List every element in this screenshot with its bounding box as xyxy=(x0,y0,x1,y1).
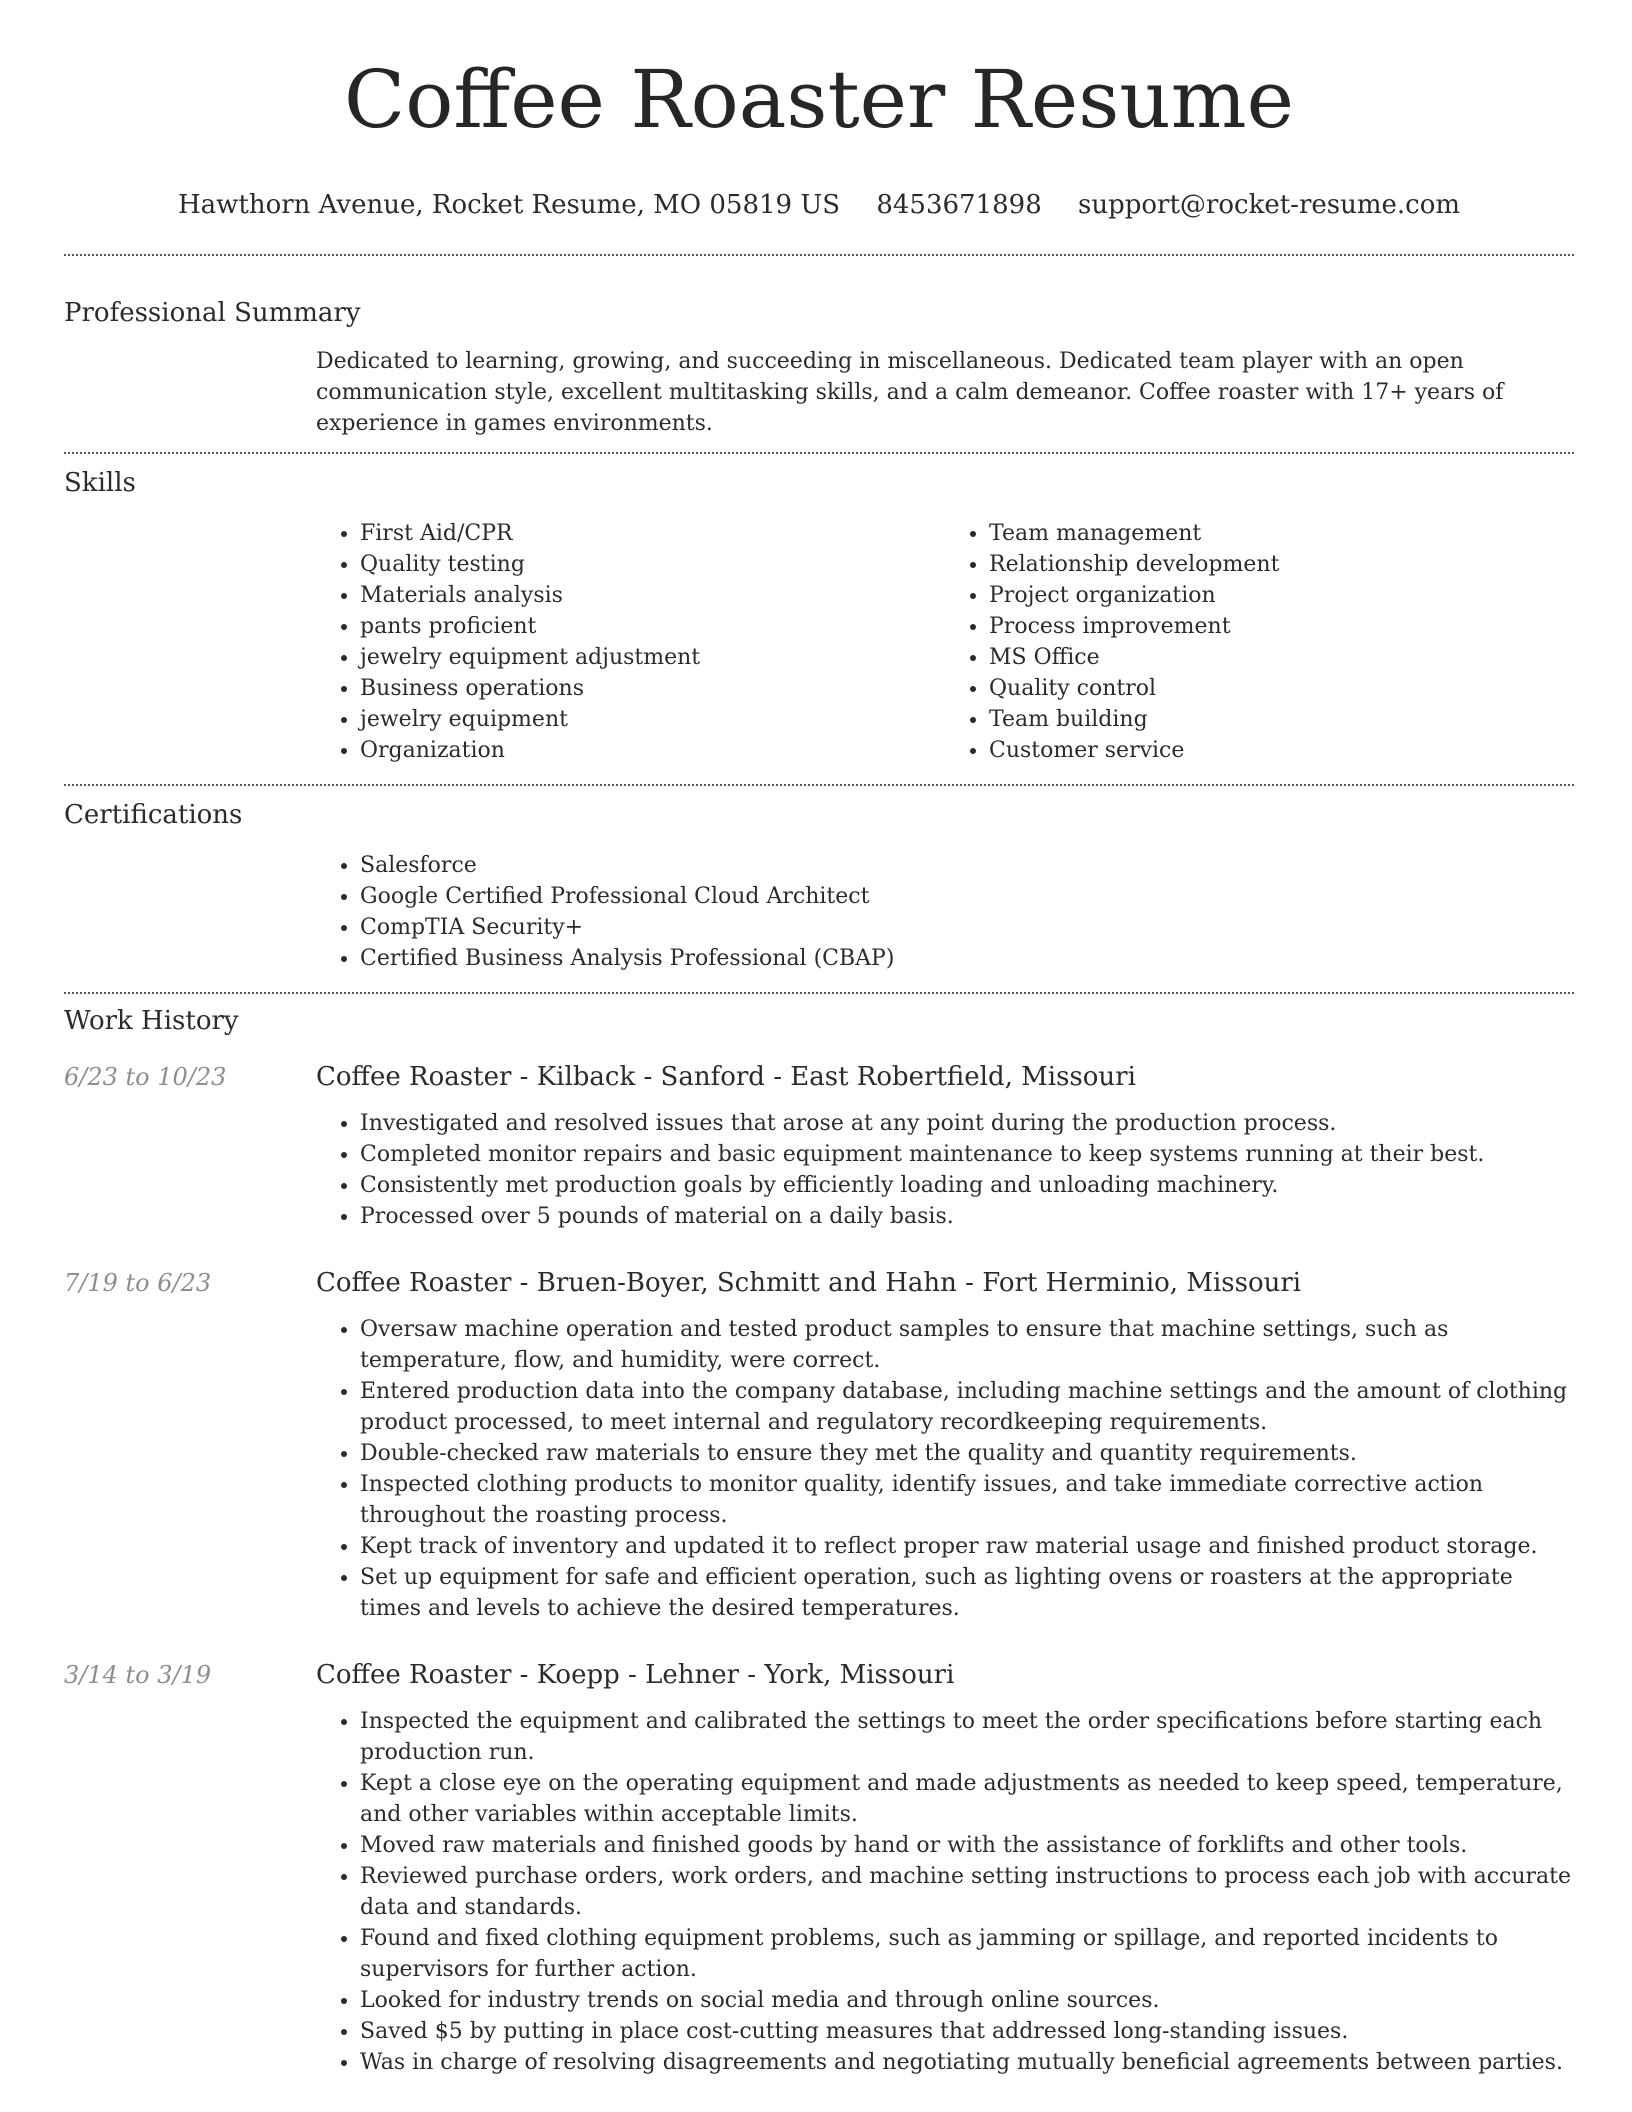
job-bullet: • Found and fixed clothing equipment problems, such as jamming or spillage, and reported incidents to supervisors for further action. xyxy=(360,1923,1574,1985)
job-bullet: • Set up equipment for safe and efficient operation, such as lighting ovens or roasters at the appropriate times and levels to achieve the desired temperatures. xyxy=(360,1562,1574,1624)
skill-item: • Process improvement xyxy=(989,611,1574,642)
job-entry xyxy=(64,1266,1574,1624)
work-history-section xyxy=(64,994,1574,2078)
certification-item: • Certified Business Analysis Professional (CBAP) xyxy=(360,943,1574,974)
certifications-list xyxy=(316,850,1574,974)
job-bullets xyxy=(316,1314,1574,1624)
skills-section xyxy=(64,454,1574,766)
job-date: 3/14 to 3/19 xyxy=(64,1661,212,1689)
certification-item: • Google Certified Professional Cloud Architect xyxy=(360,881,1574,912)
contact-address: Hawthorn Avenue, Rocket Resume, MO 05819 US xyxy=(177,190,841,220)
job-bullet: • Reviewed purchase orders, work orders, and machine setting instructions to process each job with accurate data and standards. xyxy=(360,1861,1574,1923)
resume-title: Coffee Roaster Resume xyxy=(344,53,1294,146)
skill-item: • pants proficient xyxy=(360,611,945,642)
job-bullets xyxy=(316,1706,1574,2078)
skill-item: • Materials analysis xyxy=(360,580,945,611)
skill-item: • Business operations xyxy=(360,673,945,704)
skill-item: • jewelry equipment adjustment xyxy=(360,642,945,673)
job-bullet: • Was in charge of resolving disagreements and negotiating mutually beneficial agreements between parties. xyxy=(360,2047,1574,2078)
skill-item: • Quality testing xyxy=(360,549,945,580)
job-title: Coffee Roaster - Bruen-Boyer, Schmitt and Hahn - Fort Herminio, Missouri xyxy=(316,1268,1302,1298)
section-title-certifications: Certifications xyxy=(64,800,243,830)
job-bullet: • Looked for industry trends on social media and through online sources. xyxy=(360,1985,1574,2016)
job-title: Coffee Roaster - Koepp - Lehner - York, Missouri xyxy=(316,1660,955,1690)
certification-item: • CompTIA Security+ xyxy=(360,912,1574,943)
skill-item: • Customer service xyxy=(989,735,1574,766)
section-title-summary: Professional Summary xyxy=(64,298,361,328)
job-bullet: • Processed over 5 pounds of material on a daily basis. xyxy=(360,1201,1574,1232)
job-bullet: • Kept a close eye on the operating equipment and made adjustments as needed to keep speed, temperature, and other variables within acceptable limits. xyxy=(360,1768,1574,1830)
skill-item: • Relationship development xyxy=(989,549,1574,580)
job-bullets xyxy=(316,1108,1574,1232)
job-bullet: • Moved raw materials and finished goods by hand or with the assistance of forklifts and other tools. xyxy=(360,1830,1574,1861)
skill-item: • Team management xyxy=(989,518,1574,549)
job-bullet: • Saved $5 by putting in place cost-cutting measures that addressed long-standing issues. xyxy=(360,2016,1574,2047)
job-bullet: • Double-checked raw materials to ensure they met the quality and quantity requirements. xyxy=(360,1438,1574,1469)
skills-list-left xyxy=(316,518,945,766)
job-date: 6/23 to 10/23 xyxy=(64,1063,227,1091)
job-bullet: • Consistently met production goals by efficiently loading and unloading machinery. xyxy=(360,1170,1574,1201)
summary-section xyxy=(64,256,1574,439)
skill-item: • Team building xyxy=(989,704,1574,735)
certifications-section xyxy=(64,786,1574,974)
job-entry xyxy=(64,1060,1574,1232)
contact-line xyxy=(64,188,1574,222)
skill-item: • Quality control xyxy=(989,673,1574,704)
job-bullet: • Inspected the equipment and calibrated the settings to meet the order specifications before starting each production run. xyxy=(360,1706,1574,1768)
skill-item: • Organization xyxy=(360,735,945,766)
job-bullet: • Kept track of inventory and updated it to reflect proper raw material usage and finished product storage. xyxy=(360,1531,1574,1562)
skills-list-right xyxy=(945,518,1574,766)
section-title-skills: Skills xyxy=(64,468,136,498)
skill-item: • Project organization xyxy=(989,580,1574,611)
certification-item: • Salesforce xyxy=(360,850,1574,881)
job-date: 7/19 to 6/23 xyxy=(64,1269,212,1297)
job-bullet: • Investigated and resolved issues that arose at any point during the production process. xyxy=(360,1108,1574,1139)
contact-phone: 8453671898 xyxy=(876,190,1042,220)
summary-text: Dedicated to learning, growing, and succeeding in miscellaneous. Dedicated team player with an open communication style, excellent multitasking skills, and a calm demeanor. Coffee roaster with 17+ years of experience in games environments. xyxy=(316,349,1504,436)
job-entry xyxy=(64,1658,1574,2078)
section-title-work-history: Work History xyxy=(64,1006,239,1036)
job-bullet: • Completed monitor repairs and basic equipment maintenance to keep systems running at their best. xyxy=(360,1139,1574,1170)
contact-email: support@rocket-resume.com xyxy=(1078,190,1461,220)
resume-header xyxy=(64,0,1574,222)
skill-item: • MS Office xyxy=(989,642,1574,673)
resume-page xyxy=(64,0,1574,2078)
skill-item: • First Aid/CPR xyxy=(360,518,945,549)
job-bullet: • Inspected clothing products to monitor quality, identify issues, and take immediate corrective action throughout the roasting process. xyxy=(360,1469,1574,1531)
skill-item: • jewelry equipment xyxy=(360,704,945,735)
job-title: Coffee Roaster - Kilback - Sanford - East Robertfield, Missouri xyxy=(316,1062,1136,1092)
job-bullet: • Entered production data into the company database, including machine settings and the amount of clothing product processed, to meet internal and regulatory recordkeeping requirements. xyxy=(360,1376,1574,1438)
job-bullet: • Oversaw machine operation and tested product samples to ensure that machine settings, such as temperature, flow, and humidity, were correct. xyxy=(360,1314,1574,1376)
